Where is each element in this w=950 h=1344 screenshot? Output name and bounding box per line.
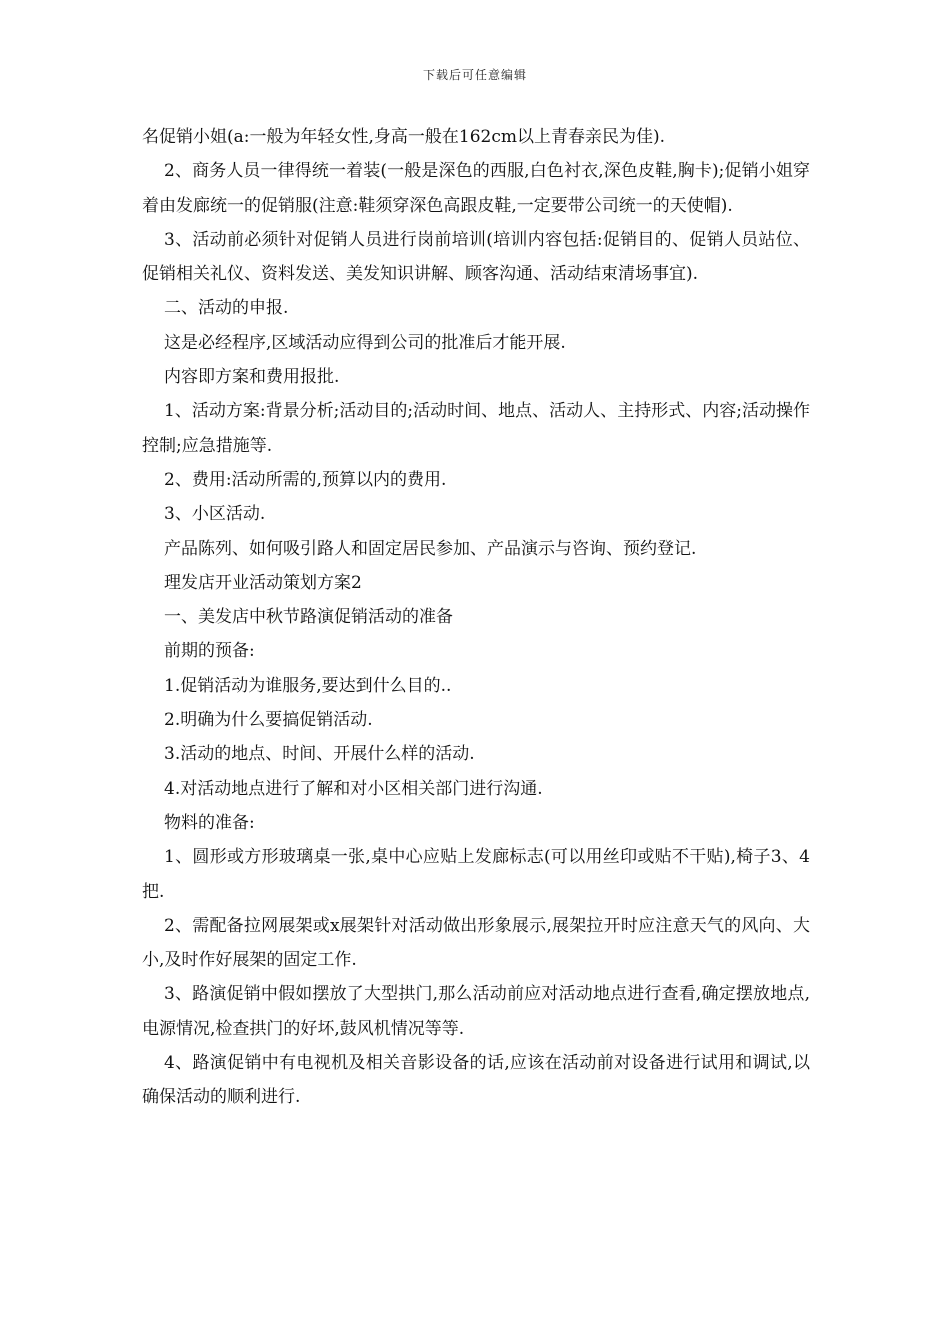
- paragraph: 内容即方案和费用报批.: [164, 367, 340, 388]
- paragraph: 1、活动方案:背景分析;活动目的;活动时间、地点、活动人、主持形式、内容;活动操作控制;应急措施等.: [142, 401, 810, 456]
- list-item: 3.活动的地点、时间、开展什么样的活动.: [164, 744, 475, 765]
- paragraph: 这是必经程序,区域活动应得到公司的批准后才能开展.: [164, 332, 566, 353]
- paragraph: 2、商务人员一律得统一着装(一般是深色的西服,白色衬衣,深色皮鞋,胸卡);促销小姐穿着由发廊统一的促销服(注意:鞋须穿深色高跟皮鞋,一定要带公司统一的天使帽).: [142, 161, 810, 216]
- list-item: 2.明确为什么要搞促销活动.: [164, 710, 373, 731]
- paragraph: 3、活动前必须针对促销人员进行岗前培训(培训内容包括:促销目的、促销人员站位、促销相关礼仪、资料发送、美发知识讲解、顾客沟通、活动结束清场事宜).: [142, 229, 810, 285]
- list-item: 4、路演促销中有电视机及相关音影设备的话,应该在活动前对设备进行试用和调试,以确保活动的顺利进行.: [142, 1053, 810, 1108]
- list-item: 1.促销活动为谁服务,要达到什么目的..: [164, 675, 452, 696]
- subsection-heading: 物料的准备:: [164, 812, 255, 833]
- section-heading: 二、活动的申报.: [164, 298, 289, 319]
- paragraph: 产品陈列、如何吸引路人和固定居民参加、产品演示与咨询、预约登记.: [164, 538, 697, 559]
- document-title: 理发店开业活动策划方案2: [164, 572, 362, 593]
- list-item: 1、圆形或方形玻璃桌一张,桌中心应贴上发廊标志(可以用丝印或贴不干贴),椅子3、4把.: [142, 847, 810, 902]
- paragraph: 名促销小姐(a:一般为年轻女性,身高一般在162cm以上青春亲民为佳).: [142, 127, 666, 147]
- document-body: [142, 120, 810, 1115]
- section-heading: 一、美发店中秋节路演促销活动的准备: [164, 607, 453, 628]
- paragraph: 3、小区活动.: [164, 504, 266, 525]
- list-item: 4.对活动地点进行了解和对小区相关部门进行沟通.: [164, 778, 543, 799]
- subsection-heading: 前期的预备:: [164, 641, 255, 662]
- list-item: 2、需配备拉网展架或x展架针对活动做出形象展示,展架拉开时应注意天气的风向、大小,及时作好展架的固定工作.: [142, 915, 810, 971]
- paragraph: 2、费用:活动所需的,预算以内的费用.: [164, 469, 447, 490]
- list-item: 3、路演促销中假如摆放了大型拱门,那么活动前应对活动地点进行查看,确定摆放地点,电源情况,检查拱门的好坏,鼓风机情况等等.: [142, 984, 810, 1039]
- page-header: 下载后可任意编辑: [422, 68, 527, 82]
